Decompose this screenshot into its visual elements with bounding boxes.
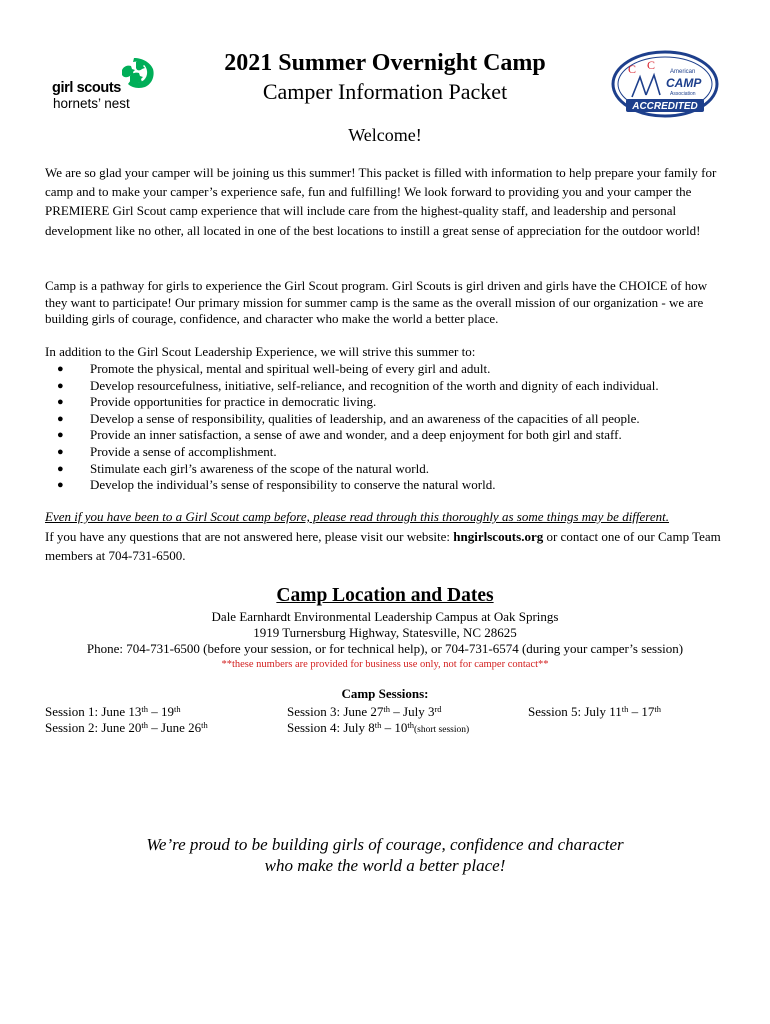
svg-text:C: C bbox=[647, 58, 656, 72]
welcome-heading: Welcome! bbox=[348, 125, 422, 145]
closing-line-2: who make the world a better place! bbox=[264, 856, 506, 875]
aca-accredited-seal bbox=[610, 49, 720, 119]
list-item: ● Promote the physical, mental and spiritual well-being of every girl and adult. bbox=[45, 361, 725, 378]
location-heading: Camp Location and Dates bbox=[276, 585, 494, 606]
phone-usage-note: **these numbers are provided for business use only, not for camper contact** bbox=[221, 659, 549, 670]
questions-text: If you have any questions that are not answered here, please visit our website: bbox=[45, 529, 454, 544]
questions-paragraph bbox=[45, 527, 725, 565]
session-5: Session 5: July 11th – 17th bbox=[528, 704, 662, 719]
website-link[interactable]: hngirlscouts.org bbox=[453, 529, 544, 544]
goals-list bbox=[45, 361, 725, 494]
sessions-heading: Camp Sessions: bbox=[341, 686, 429, 701]
campus-phone: Phone: 704-731-6500 (before your session, or for technical help), or 704-731-6574 (during your camper’s session) bbox=[86, 641, 684, 656]
goals-intro: In addition to the Girl Scout Leadership Experience, we will strive this summer to: bbox=[45, 344, 476, 359]
aca-camp-text: CAMP bbox=[666, 76, 702, 90]
intro-paragraph: We are so glad your camper will be joining us this summer! This packet is filled with information to help prepare your family for camp and to make your camper’s experience safe, fun and fulfilling! We look forward to providing you and your camper the PREMIERE Girl Scout camp experience that will include care from the highest-quality staff, and leadership and personal development like no other, all located in one of the best locations to instill a great sense of appreciation for the outdoor world! bbox=[45, 165, 717, 238]
campus-address: 1919 Turnersburg Highway, Statesville, NC 28625 bbox=[253, 625, 517, 640]
aca-american-text: American bbox=[670, 69, 696, 75]
list-item: ● Develop the individual’s sense of responsibility to conserve the natural world. bbox=[45, 477, 725, 494]
svg-text:C: C bbox=[628, 62, 637, 76]
session-2: Session 2: June 20th – June 26th bbox=[45, 720, 208, 735]
page-title: 2021 Summer Overnight Camp bbox=[224, 50, 546, 76]
logo-brand-text: girl scouts bbox=[52, 80, 121, 96]
list-item: ● Provide an inner satisfaction, a sense of awe and wonder, and a deep enjoyment for both girl and staff. bbox=[45, 427, 725, 444]
read-thoroughly-notice: Even if you have been to a Girl Scout camp before, please read through this thoroughly as some things may be different. bbox=[45, 509, 670, 524]
list-item: ● Provide a sense of accomplishment. bbox=[45, 444, 725, 461]
closing-line-1: We’re proud to be building girls of courage, confidence and character bbox=[146, 835, 624, 854]
logo-council-text: hornets’ nest bbox=[53, 96, 130, 111]
closing-statement bbox=[45, 834, 725, 876]
list-item: ● Stimulate each girl’s awareness of the scope of the natural world. bbox=[45, 461, 725, 478]
list-item: ● Develop a sense of responsibility, qualities of leadership, and an awareness of the capacities of all people. bbox=[45, 411, 725, 428]
campus-name: Dale Earnhardt Environmental Leadership Campus at Oak Springs bbox=[211, 609, 559, 624]
aca-association-text: Association bbox=[670, 91, 696, 97]
session-3: Session 3: June 27th – July 3rd bbox=[287, 704, 442, 719]
list-item: ● Develop resourcefulness, initiative, self-reliance, and recognition of the worth and dignity of each individual. bbox=[45, 378, 725, 395]
pathway-paragraph: Camp is a pathway for girls to experience the Girl Scout program. Girl Scouts is girl driven and girls have the CHOICE of how they want to participate! Our primary mission for summer camp is the same as the overall mission of our organization - we are building girls of courage, confidence, and character who make the world a better place. bbox=[45, 278, 708, 326]
aca-accredited-text: ACCREDITED bbox=[632, 101, 698, 112]
short-session-note: (short session) bbox=[414, 725, 470, 735]
session-1: Session 1: June 13th – 19th bbox=[45, 704, 181, 719]
girl-scouts-logo bbox=[52, 54, 162, 112]
session-4: Session 4: July 8th – 10th(short session) bbox=[287, 720, 470, 735]
list-item: ● Provide opportunities for practice in democratic living. bbox=[45, 394, 725, 411]
page-subtitle: Camper Information Packet bbox=[262, 79, 508, 104]
questions-contact-text: or contact one of our Camp Team members at 704-731-6500. bbox=[45, 529, 721, 563]
